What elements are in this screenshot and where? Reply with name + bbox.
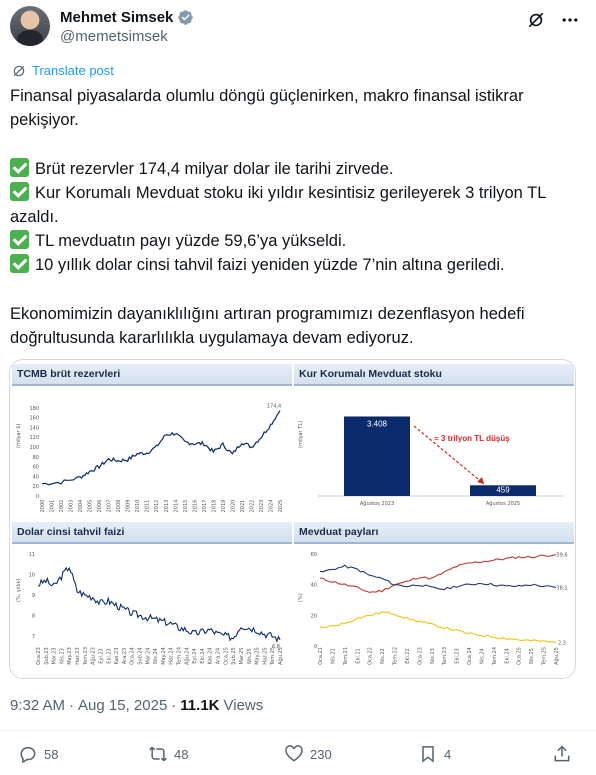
y-tick-label: 20 — [32, 484, 39, 491]
bar-value-label: 459 — [496, 485, 510, 495]
arrow-head — [477, 477, 484, 484]
translate-post-link[interactable] — [12, 63, 114, 78]
x-tick-label: Eki.21 — [355, 648, 362, 664]
x-tick-label: 2002 — [59, 499, 66, 513]
action-bar — [18, 744, 578, 770]
x-tick-label: 2021 — [239, 499, 246, 513]
bullet-text: Kur Korumalı Mevduat stoku iki yıldır kesintisiz gerileyerek 3 trilyon TL azaldı. — [10, 184, 546, 226]
x-tick-label: 2013 — [163, 499, 170, 513]
x-tick-label: Eki.23 — [106, 648, 113, 664]
header-actions — [526, 10, 580, 30]
y-tick-label: 60 — [32, 464, 39, 471]
chart-title: TCMB brüt rezervleri — [12, 364, 292, 386]
grok-icon[interactable] — [526, 10, 546, 30]
x-tick-label: Tem.24 — [491, 646, 498, 666]
x-tick-label: May.25 — [254, 647, 261, 665]
translate-icon — [12, 64, 26, 78]
x-tick-label: Kas.24 — [207, 647, 214, 665]
x-tick-label: Nis.21 — [330, 648, 337, 664]
share-icon — [552, 744, 572, 764]
bar-value-label: 3.408 — [366, 419, 388, 429]
y-tick-label: 140 — [29, 425, 39, 432]
x-tick-label: Nis.24 — [153, 648, 160, 664]
reserves-chart-svg — [12, 388, 292, 516]
series-line — [38, 568, 280, 641]
x-tick-label: Tem.25 — [541, 646, 548, 666]
y-axis-label: (milyar $) — [16, 423, 22, 448]
bullet-item — [10, 181, 586, 229]
x-tick-label: 2012 — [154, 499, 161, 513]
y-tick-label: 120 — [29, 435, 39, 442]
reply-icon — [18, 744, 38, 764]
y-tick-label: 9 — [31, 592, 35, 599]
avatar[interactable] — [10, 6, 50, 46]
author-handle[interactable]: @memetsimsek — [60, 28, 168, 45]
x-tick-label: 2004 — [78, 499, 85, 513]
post-header — [10, 6, 586, 48]
x-tick-label: Şub.24 — [137, 647, 144, 665]
x-tick-label: Nis.24 — [479, 648, 486, 664]
x-tick-label: Oca.24 — [129, 647, 136, 665]
x-tick-label: 2015 — [182, 499, 189, 513]
y-tick-label: 0 — [35, 494, 39, 500]
bullet-text: Brüt rezervler 174,4 milyar dolar ile tarihi zirvede. — [35, 160, 394, 178]
bond-chart-svg — [12, 546, 292, 676]
y-tick-label: 40 — [32, 474, 39, 481]
x-tick-label: Ağu.23 — [90, 647, 97, 665]
x-tick-label: Eki.24 — [504, 648, 511, 664]
x-tick-label: Eki.24 — [199, 648, 206, 664]
x-tick-label: Tem.23 — [82, 646, 89, 666]
chart-bond-yield — [12, 522, 292, 676]
chart-kkm-stock — [294, 364, 574, 516]
x-tick-label: Oca.24 — [467, 647, 474, 665]
x-tick-label: Mar.25 — [238, 647, 245, 665]
x-tick-label: Nis.23 — [59, 648, 66, 664]
y-tick-label: 10 — [28, 572, 35, 579]
x-tick-label: 2022 — [249, 499, 256, 513]
y-tick-label: 60 — [310, 552, 317, 558]
data-label: 6,8 — [272, 643, 280, 650]
x-tick-label: Tem.25 — [270, 646, 277, 666]
chart-reserves — [12, 364, 292, 516]
chart-title: Kur Korumalı Mevduat stoku — [294, 364, 574, 386]
x-tick-label: Ağustos 2025 — [485, 501, 521, 507]
x-tick-label: Ağu.24 — [184, 647, 191, 665]
more-options-icon[interactable] — [560, 10, 580, 30]
x-tick-label: Haz.24 — [168, 647, 175, 665]
x-tick-label: 2000 — [40, 499, 46, 513]
x-tick-label: 2020 — [230, 499, 237, 513]
views-count: 11.1K — [180, 697, 220, 714]
chart-title: Dolar cinsi tahvil faizi — [12, 522, 292, 544]
y-axis-label: (%) — [298, 593, 304, 602]
y-tick-label: 11 — [28, 552, 35, 558]
x-tick-label: Haz.23 — [75, 647, 82, 665]
y-tick-label: 40 — [310, 582, 317, 589]
y-tick-label: 8 — [31, 613, 35, 620]
end-value-label: 38,1 — [556, 585, 568, 592]
x-tick-label: 2001 — [49, 499, 56, 513]
x-tick-label: Oca.25 — [516, 647, 523, 665]
bullet-item — [10, 157, 586, 181]
bookmark-count: 4 — [444, 746, 452, 762]
y-tick-label: 7 — [31, 633, 35, 640]
end-value-label: 2,3 — [558, 640, 566, 647]
author-name[interactable]: Mehmet Simsek — [60, 9, 174, 26]
x-tick-label: Ara.24 — [215, 647, 222, 665]
like-count: 230 — [310, 746, 332, 762]
y-axis-label: (milyar TL) — [298, 420, 304, 448]
x-tick-label: 2007 — [106, 499, 113, 513]
x-tick-label: Şub.25 — [231, 647, 238, 665]
x-tick-label: Tem.24 — [176, 646, 183, 666]
x-tick-label: May.23 — [67, 647, 74, 665]
x-tick-label: Eyl.23 — [98, 648, 105, 664]
x-tick-label: 2017 — [201, 499, 208, 513]
x-tick-label: Kas.23 — [114, 647, 121, 665]
x-tick-label: Nis.23 — [429, 648, 436, 664]
reply-count: 58 — [44, 746, 59, 762]
x-tick-label: Nis.22 — [380, 648, 387, 664]
x-tick-label: Oca.22 — [367, 647, 374, 665]
post-meta — [10, 697, 263, 714]
x-tick-label: 2009 — [125, 499, 132, 513]
views-label: Views — [223, 697, 264, 714]
bookmark-button[interactable] — [418, 744, 451, 764]
x-tick-label: Oca.21 — [318, 647, 324, 665]
x-tick-label: 2005 — [87, 499, 94, 513]
y-axis-label: (%, yıllık) — [16, 578, 22, 602]
x-tick-label: 2014 — [173, 499, 180, 513]
x-tick-label: Oca.23 — [417, 647, 424, 665]
y-tick-label: 160 — [29, 415, 39, 422]
kkm-chart-svg — [294, 388, 574, 516]
heart-icon — [284, 744, 304, 764]
post-intro: Finansal piyasalarda olumlu döngü güçlenirken, makro finansal istikrar pekişiyor. — [10, 87, 524, 129]
bullet-list — [10, 157, 586, 277]
x-tick-label: 2025 — [278, 499, 284, 513]
check-mark-icon — [10, 158, 29, 177]
post-outro: Ekonomimizin dayanıklılığını artıran programımızı dezenflasyon hedefi doğrultusunda kararlılıkla uygulamaya devam ediyoruz. — [10, 305, 525, 347]
x-tick-label: 2016 — [192, 499, 199, 513]
series-line — [42, 411, 280, 485]
x-tick-label: Eyl.24 — [192, 648, 199, 664]
bullet-text: 10 yıllık dolar cinsi tahvil faizi yeniden yüzde 7’nin altına geriledi. — [35, 256, 505, 274]
y-tick-label: 100 — [29, 445, 39, 451]
x-tick-label: Ağustos 2023 — [359, 501, 395, 507]
x-tick-label: Haz.25 — [262, 647, 269, 665]
x-tick-label: Tem.21 — [342, 646, 349, 666]
y-tick-label: 20 — [310, 613, 317, 620]
repost-icon — [148, 744, 168, 764]
series-line — [320, 555, 556, 593]
x-tick-label: Nis.25 — [246, 648, 253, 664]
check-mark-icon — [10, 182, 29, 201]
bookmark-icon — [418, 744, 438, 764]
x-tick-label: Tem.22 — [392, 646, 399, 666]
x-tick-label: Ara.23 — [121, 647, 128, 665]
meta-separator: · — [171, 697, 177, 714]
x-tick-label: Ağu.25 — [278, 647, 284, 665]
chart-deposit-shares — [294, 522, 574, 676]
x-tick-label: 2006 — [97, 499, 104, 513]
x-tick-label: 2019 — [220, 499, 227, 513]
check-mark-icon — [10, 254, 29, 273]
x-tick-label: Oca.23 — [36, 647, 42, 665]
share-button[interactable] — [552, 744, 572, 764]
x-tick-label: Mar.23 — [51, 647, 58, 665]
series-line — [320, 612, 556, 643]
translate-post-label: Translate post — [32, 63, 114, 78]
bullet-item — [10, 253, 586, 277]
y-tick-label: 180 — [29, 405, 39, 412]
x-tick-label: Eki.23 — [454, 648, 461, 664]
reply-button[interactable] — [18, 744, 58, 764]
x-tick-label: 2011 — [144, 499, 151, 513]
x-tick-label: Eki.22 — [404, 648, 411, 664]
author-row — [60, 9, 194, 26]
y-tick-label: 80 — [32, 454, 39, 461]
x-tick-label: 2024 — [268, 499, 275, 513]
x-tick-label: 2023 — [258, 499, 265, 513]
deposit-chart-svg — [294, 546, 574, 676]
post-image-card[interactable] — [9, 359, 576, 679]
x-tick-label: Tem.23 — [442, 646, 449, 666]
repost-count: 48 — [174, 746, 189, 762]
like-button[interactable] — [284, 744, 332, 764]
annotation-text: ≈ 3 trilyon TL düşüş — [434, 434, 510, 443]
x-tick-label: Ağu.25 — [554, 647, 560, 665]
y-tick-label: 0 — [313, 644, 317, 650]
x-tick-label: 2018 — [211, 499, 218, 513]
end-value-label: 59,6 — [556, 552, 568, 559]
x-tick-label: 2008 — [116, 499, 123, 513]
bullet-item — [10, 229, 586, 253]
meta-separator: · — [69, 697, 75, 714]
bullet-text: TL mevduatın payı yüzde 59,6’ya yükseldi. — [35, 232, 347, 250]
check-mark-icon — [10, 230, 29, 249]
post-time[interactable]: 9:32 AM — [10, 697, 66, 714]
divider — [0, 730, 596, 731]
repost-button[interactable] — [148, 744, 188, 764]
x-tick-label: Oca.25 — [223, 647, 230, 665]
data-label: 174,4 — [266, 403, 282, 410]
verified-badge-icon — [177, 9, 194, 26]
x-tick-label: May.24 — [160, 647, 167, 665]
x-tick-label: Mar.24 — [145, 647, 152, 665]
chart-title: Mevduat payları — [294, 522, 574, 544]
x-tick-label: Nis.25 — [529, 648, 536, 664]
x-tick-label: 2010 — [135, 499, 142, 513]
x-tick-label: Şub.23 — [43, 647, 50, 665]
post-date[interactable]: Aug 15, 2025 — [78, 697, 168, 714]
x-tick-label: 2003 — [68, 499, 75, 513]
